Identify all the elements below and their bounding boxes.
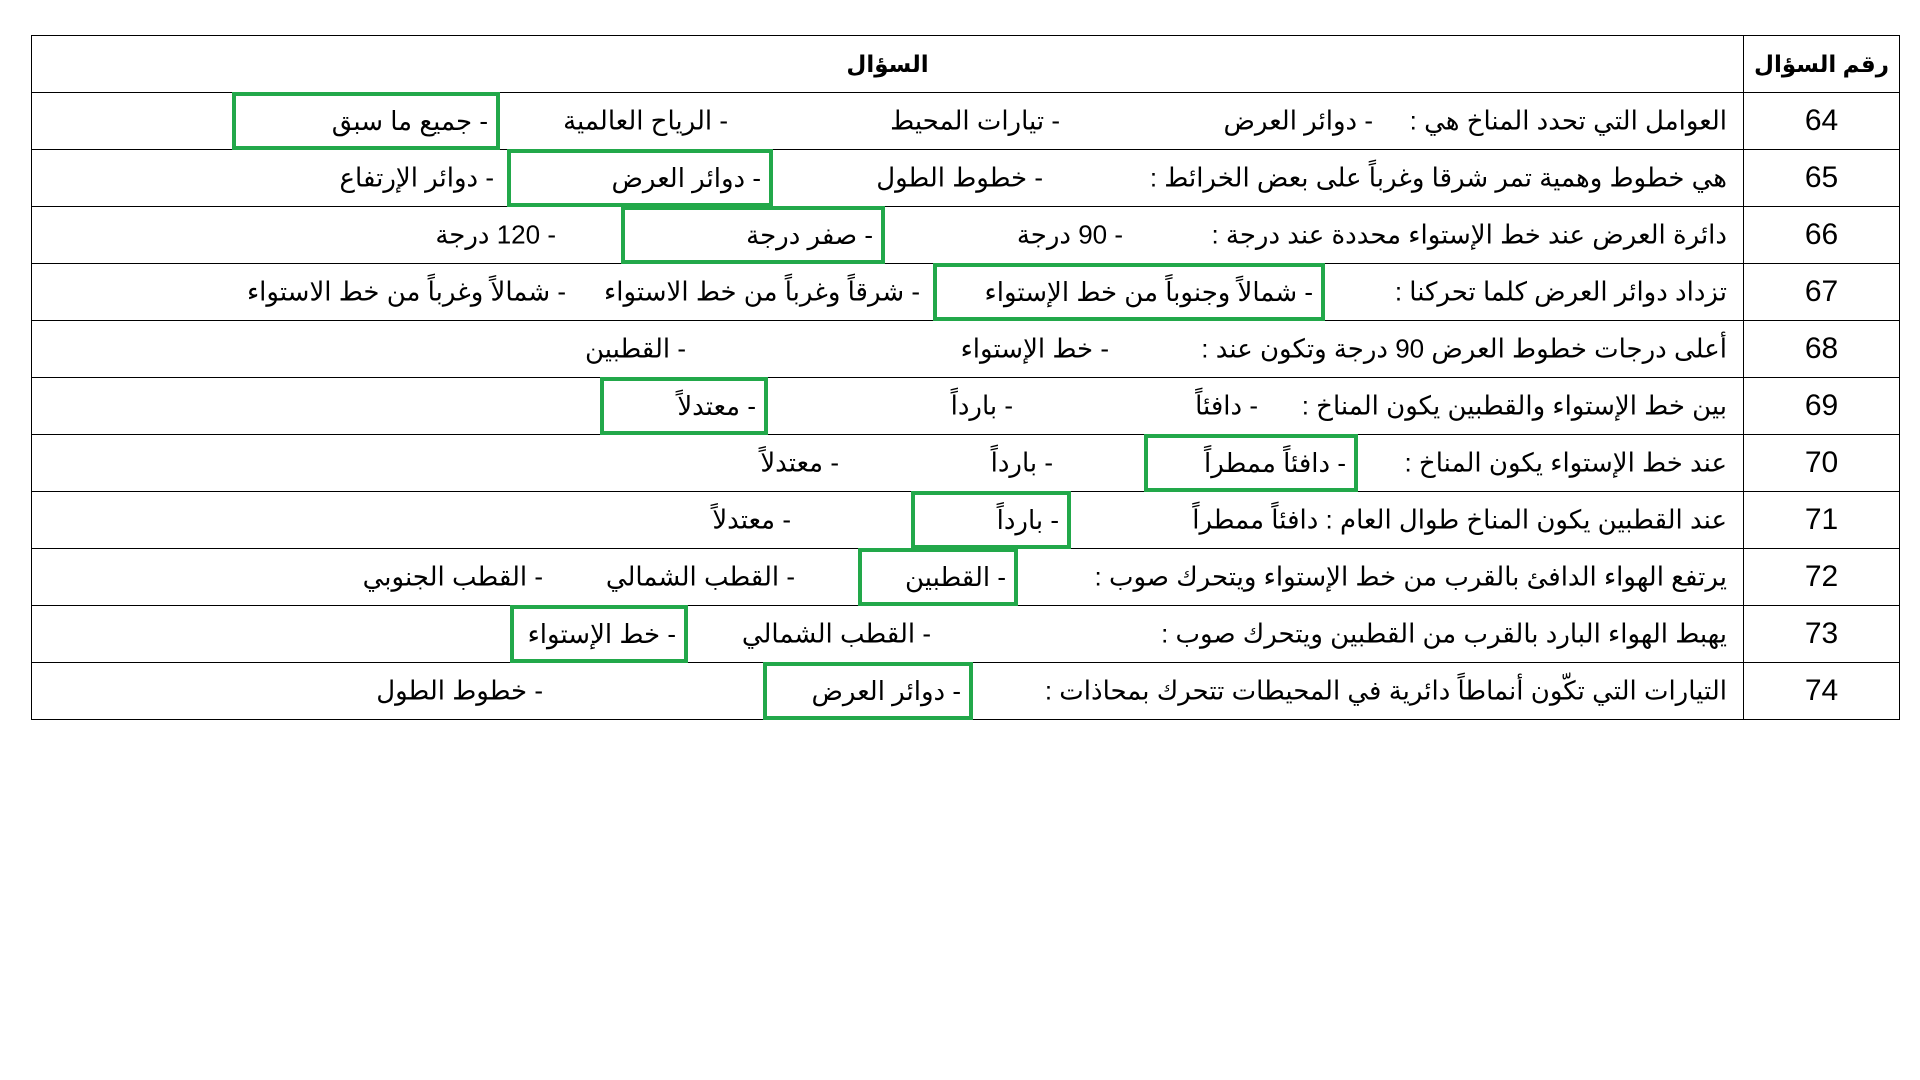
answer-option: - شمالاً وغرباً من خط الاستواء	[246, 276, 566, 307]
question-number: 74	[1744, 663, 1900, 720]
answer-option: - خط الإستواء	[960, 333, 1109, 364]
answer-option: - القطب الجنوبي	[362, 561, 543, 592]
answer-option: - معتدلاً	[712, 504, 791, 535]
question-stem: دائرة العرض عند خط الإستواء محددة عند درجة :	[1211, 219, 1727, 250]
question-cell	[32, 321, 1744, 378]
question-stem: التيارات التي تكّون أنماطاً دائرية في المحيطات تتحرك بمحاذات :	[1044, 675, 1727, 706]
question-cell	[32, 663, 1744, 720]
question-number: 71	[1744, 492, 1900, 549]
answer-option: - القطب الشمالي	[741, 618, 931, 649]
question-cell	[32, 378, 1744, 435]
question-cell	[32, 264, 1744, 321]
answer-option-correct: - بارداً	[911, 491, 1071, 549]
answer-option: - الرياح العالمية	[563, 105, 728, 136]
answer-option: - خطوط الطول	[876, 162, 1043, 193]
table-row	[32, 93, 1900, 150]
question-cell	[32, 606, 1744, 663]
answer-option: - تيارات المحيط	[890, 105, 1060, 136]
question-stem: عند خط الإستواء يكون المناخ :	[1404, 447, 1727, 478]
answer-option: - بارداً	[950, 390, 1013, 421]
answer-option-correct: - دوائر العرض	[763, 662, 973, 720]
answer-option-correct: - دوائر العرض	[507, 149, 773, 207]
answer-option: - 120 درجة	[435, 219, 556, 250]
table-row	[32, 663, 1900, 720]
question-stem: بين خط الإستواء والقطبين يكون المناخ :	[1301, 390, 1727, 421]
question-stem: العوامل التي تحدد المناخ هي :	[1409, 105, 1727, 136]
answer-option: - دوائر الإرتفاع	[339, 162, 494, 193]
question-stem: أعلى درجات خطوط العرض 90 درجة وتكون عند :	[1201, 333, 1727, 364]
question-number: 70	[1744, 435, 1900, 492]
answer-option: - شرقاً وغرباً من خط الاستواء	[604, 276, 920, 307]
table-row	[32, 150, 1900, 207]
quiz-table	[31, 35, 1900, 720]
answer-option: - دوائر العرض	[1223, 105, 1373, 136]
answer-option: - القطب الشمالي	[605, 561, 795, 592]
answer-option-correct: - خط الإستواء	[510, 605, 688, 663]
question-number: 69	[1744, 378, 1900, 435]
answer-option-correct: - جميع ما سبق	[232, 92, 500, 150]
question-number: 65	[1744, 150, 1900, 207]
answer-option: - خطوط الطول	[376, 675, 543, 706]
question-number: 64	[1744, 93, 1900, 150]
header-question-number: رقم السؤال	[1744, 36, 1900, 93]
table-row	[32, 492, 1900, 549]
question-cell	[32, 93, 1744, 150]
answer-option: - دافئاً	[1195, 390, 1258, 421]
table-row	[32, 378, 1900, 435]
question-number: 66	[1744, 207, 1900, 264]
question-cell	[32, 435, 1744, 492]
question-cell	[32, 207, 1744, 264]
table-row	[32, 207, 1900, 264]
table-row	[32, 321, 1900, 378]
question-cell	[32, 549, 1744, 606]
table-row	[32, 435, 1900, 492]
answer-option: - بارداً	[990, 447, 1053, 478]
header-question: السؤال	[32, 36, 1744, 93]
question-stem: يرتفع الهواء الدافئ بالقرب من خط الإستواء ويتحرك صوب :	[1094, 561, 1727, 592]
answer-option-correct: - صفر درجة	[621, 206, 885, 264]
table-row	[32, 549, 1900, 606]
answer-option-correct: - شمالاً وجنوباً من خط الإستواء	[933, 263, 1325, 321]
question-stem: عند القطبين يكون المناخ طوال العام : دافئاً ممطراً	[1192, 504, 1727, 535]
answer-option-correct: - معتدلاً	[600, 377, 768, 435]
answer-option-correct: - القطبين	[858, 548, 1018, 606]
answer-option: - معتدلاً	[760, 447, 839, 478]
answer-option: - القطبين	[585, 333, 686, 364]
question-number: 72	[1744, 549, 1900, 606]
header-row	[32, 36, 1900, 93]
question-number: 73	[1744, 606, 1900, 663]
answer-option: - 90 درجة	[1016, 219, 1123, 250]
table-row	[32, 606, 1900, 663]
table-row	[32, 264, 1900, 321]
question-cell	[32, 150, 1744, 207]
question-number: 67	[1744, 264, 1900, 321]
answer-option-correct: - دافئاً ممطراً	[1144, 434, 1358, 492]
question-stem: يهبط الهواء البارد بالقرب من القطبين ويتحرك صوب :	[1161, 618, 1727, 649]
question-stem: تزداد دوائر العرض كلما تحركنا :	[1394, 276, 1727, 307]
question-stem: هي خطوط وهمية تمر شرقا وغرباً على بعض الخرائط :	[1149, 162, 1727, 193]
question-number: 68	[1744, 321, 1900, 378]
question-cell	[32, 492, 1744, 549]
